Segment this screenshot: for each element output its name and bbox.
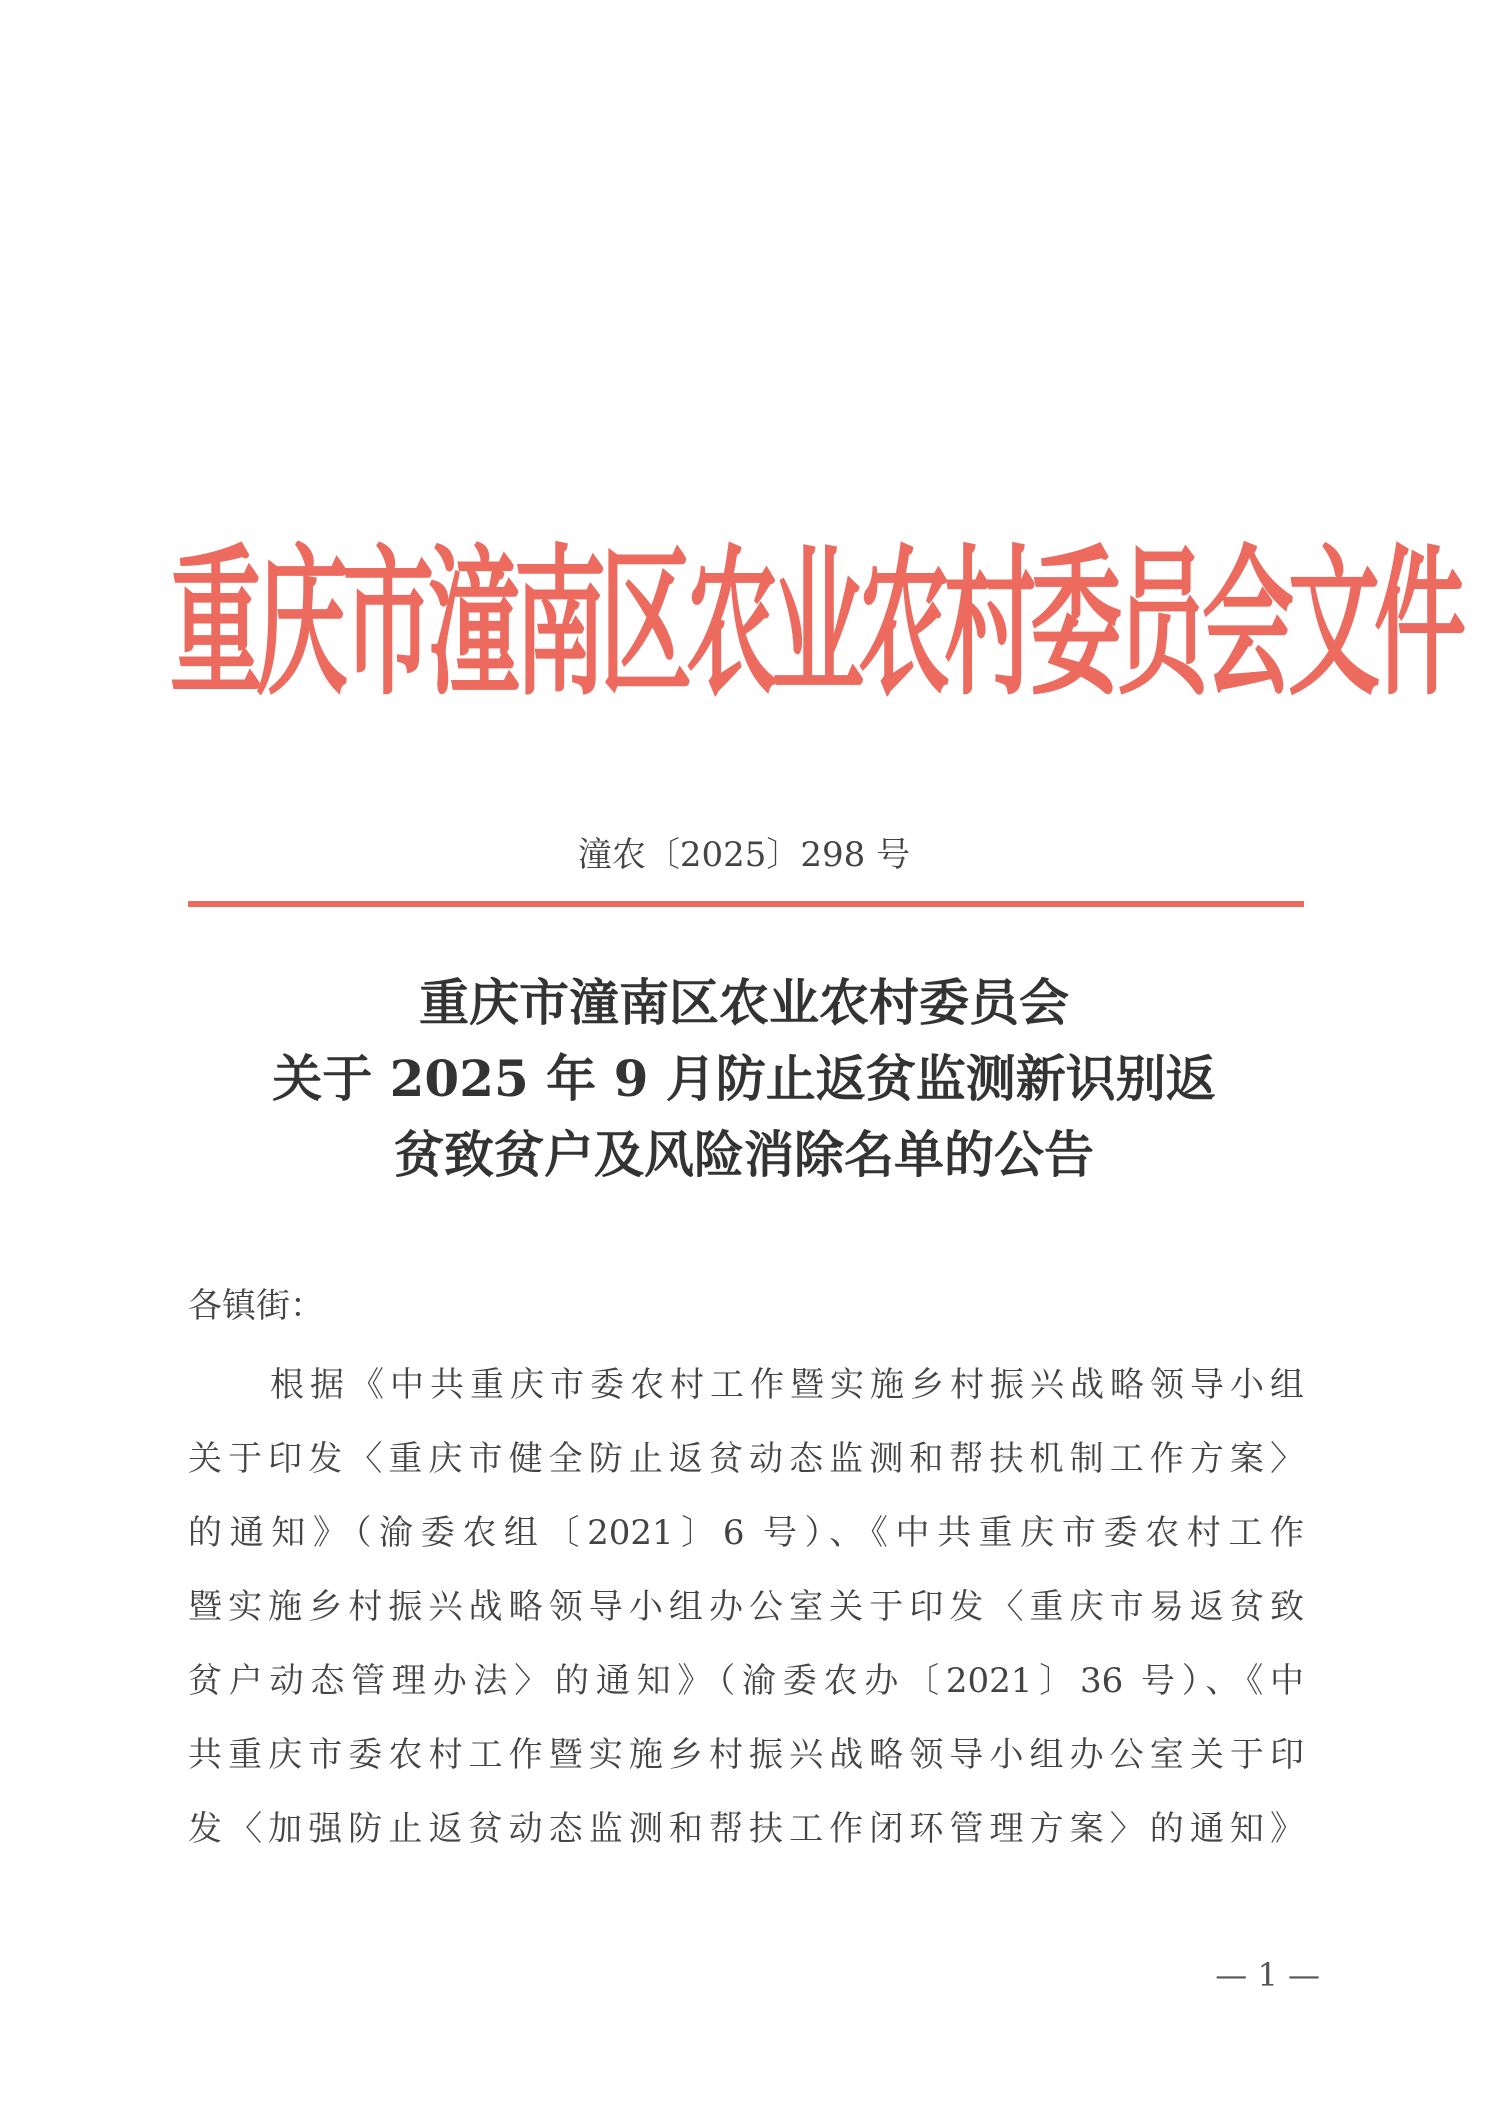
body-line: 的通知》（渝委农组〔2021〕6 号）、《中共重庆市委农村工作 xyxy=(188,1513,1304,1553)
salutation: 各镇街： xyxy=(188,1286,324,1326)
issuing-authority-header: 重庆市潼南区农业农村委员会文件 xyxy=(170,530,1461,718)
page-number: — 1 — xyxy=(1215,1956,1320,1994)
body-line: 发〈加强防止返贫动态监测和帮扶工作闭环管理方案〉的通知》 xyxy=(188,1809,1304,1849)
body-line: 根据《中共重庆市委农村工作暨实施乡村振兴战略领导小组 xyxy=(270,1365,1304,1405)
title-line-3: 贫致贫户及风险消除名单的公告 xyxy=(394,1125,1094,1184)
body-line: 贫户动态管理办法〉的通知》（渝委农办〔2021〕36 号）、《中 xyxy=(188,1661,1304,1701)
document-title xyxy=(0,965,1488,1193)
red-separator-line xyxy=(188,901,1304,907)
body-line: 暨实施乡村振兴战略领导小组办公室关于印发〈重庆市易返贫致 xyxy=(188,1587,1304,1627)
document-number: 潼农〔2025〕298 号 xyxy=(577,835,911,875)
title-line-2: 关于 2025 年 9 月防止返贫监测新识别返 xyxy=(272,1049,1216,1108)
body-paragraph xyxy=(188,1348,1304,1866)
body-line: 关于印发〈重庆市健全防止返贫动态监测和帮扶机制工作方案〉 xyxy=(188,1439,1304,1479)
body-line: 共重庆市委农村工作暨实施乡村振兴战略领导小组办公室关于印 xyxy=(188,1735,1304,1775)
title-line-1: 重庆市潼南区农业农村委员会 xyxy=(419,973,1069,1032)
